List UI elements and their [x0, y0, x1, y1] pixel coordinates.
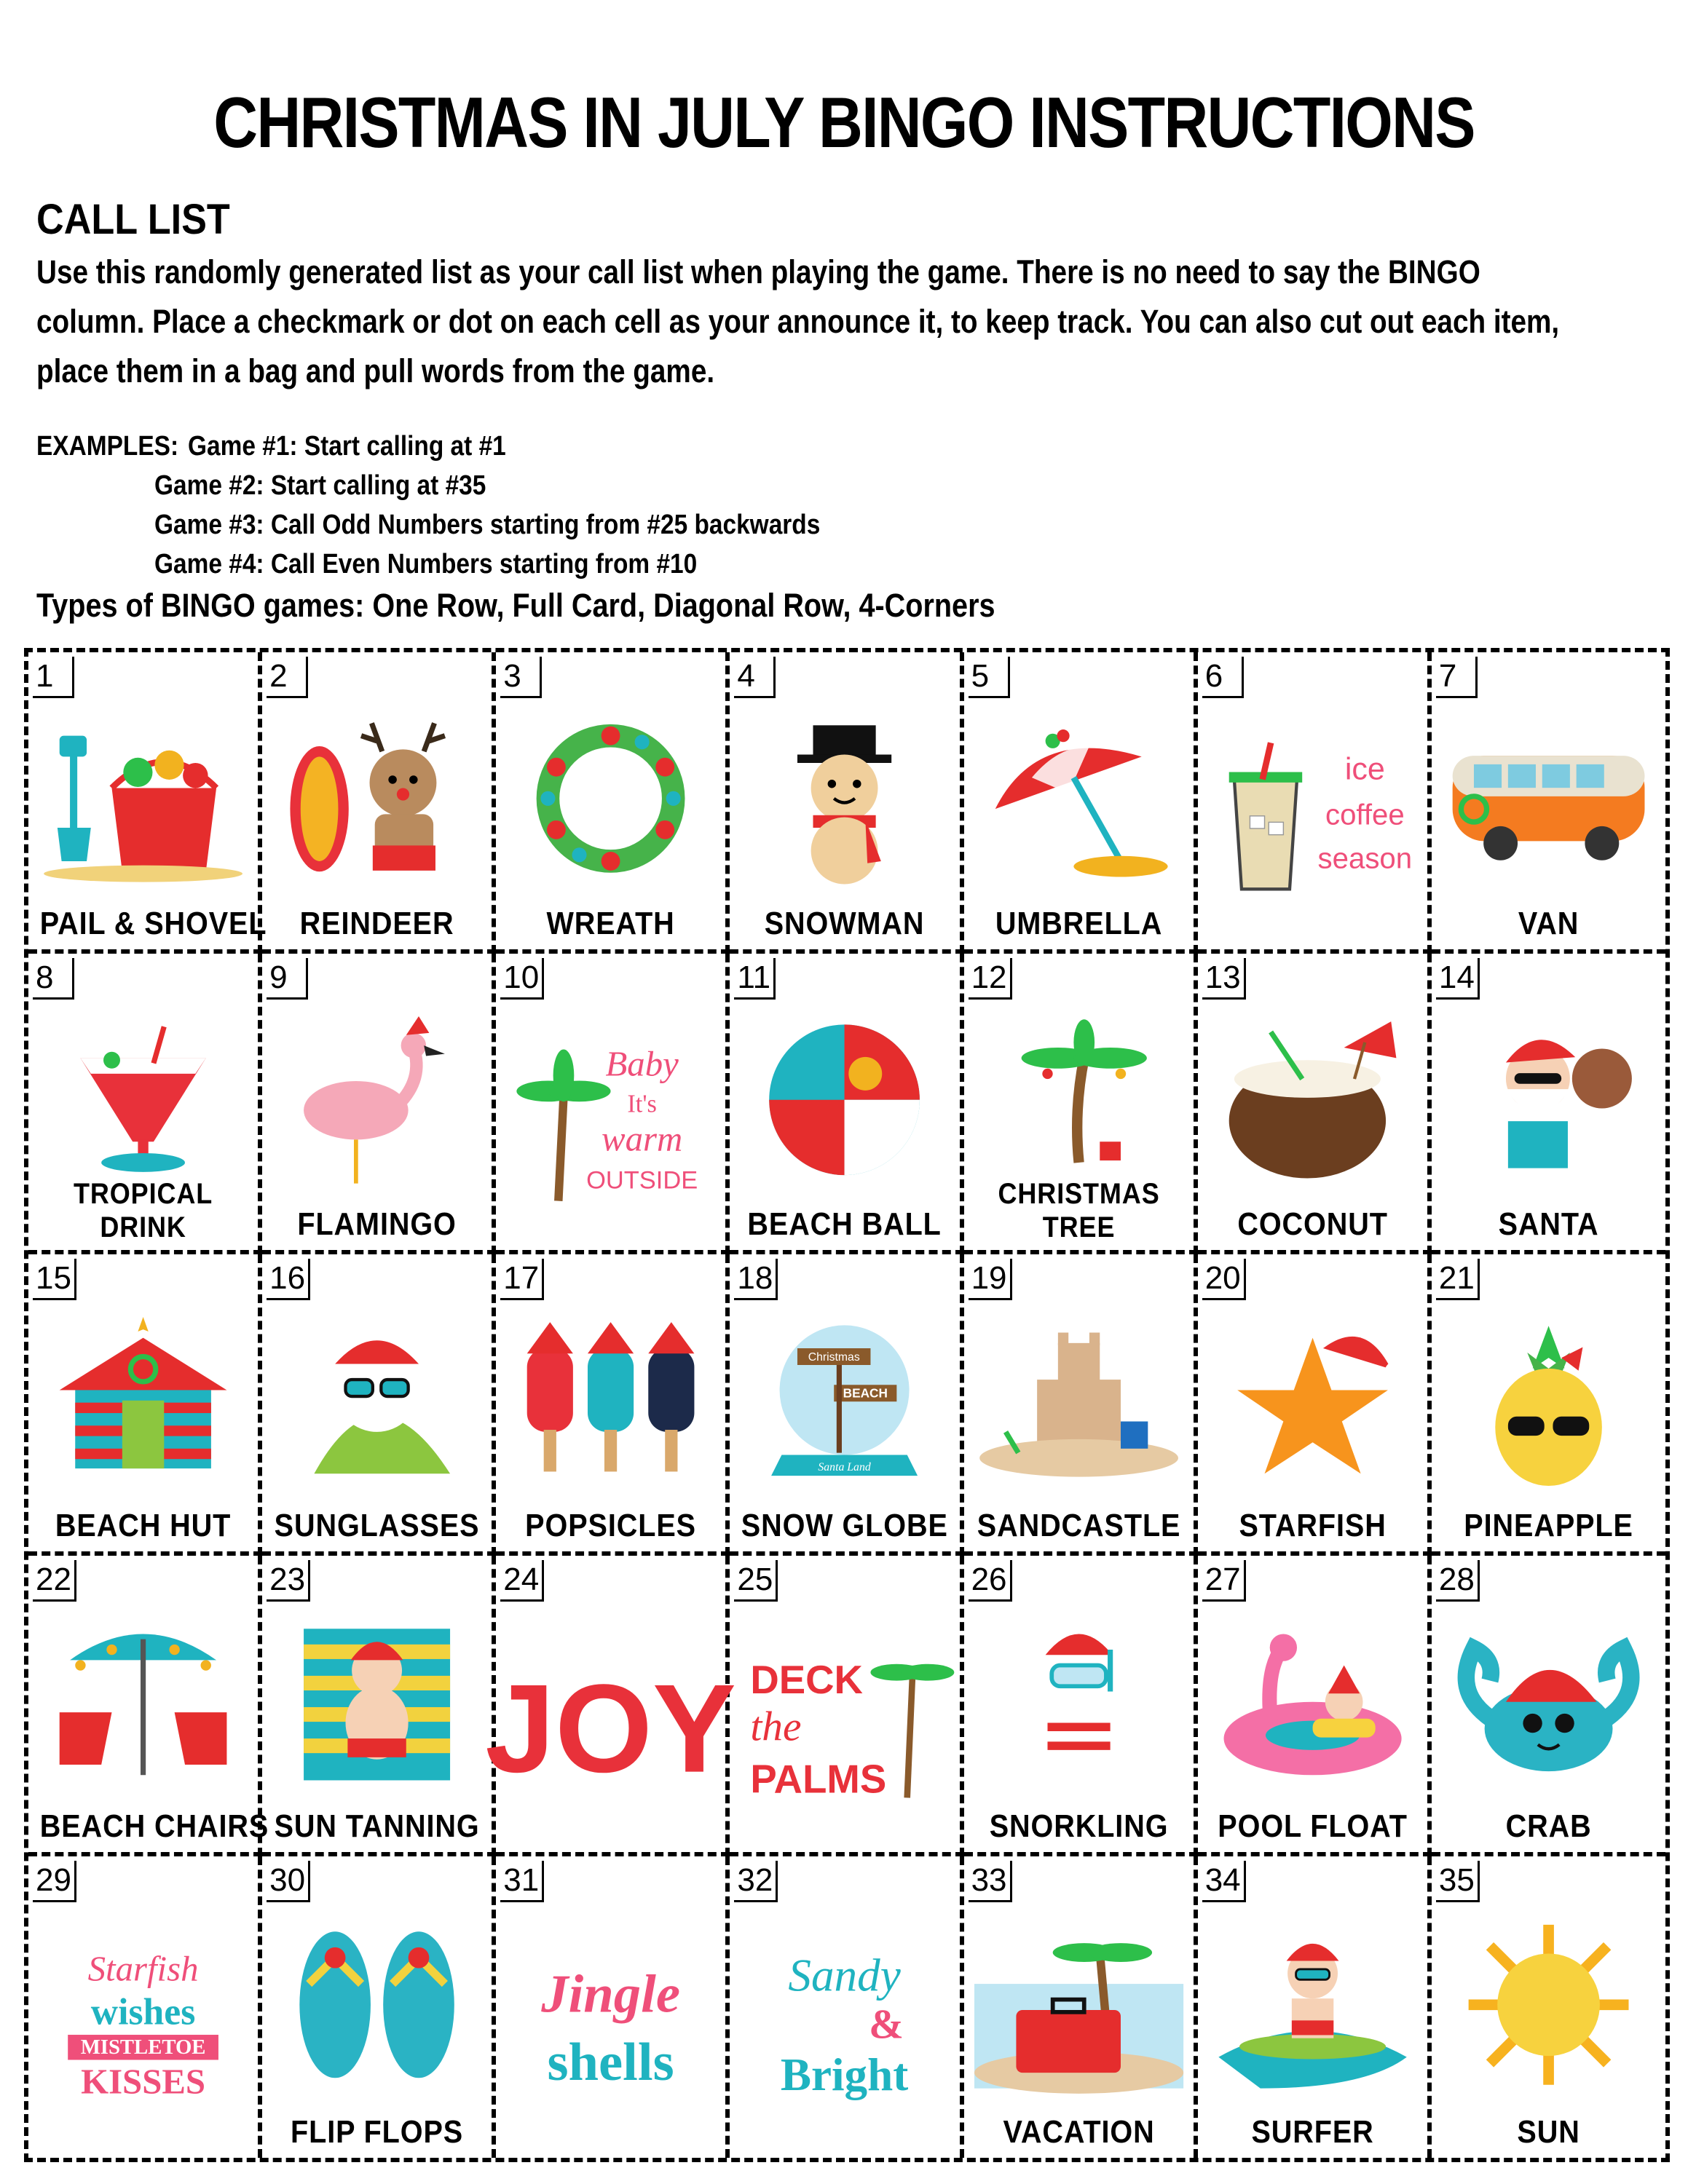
svg-text:KISSES: KISSES — [81, 2062, 206, 2102]
cell-label: COCONUT — [1237, 1206, 1388, 1243]
cell-number: 35 — [1436, 1861, 1480, 1902]
tropical-drink-icon — [39, 994, 248, 1206]
beach-hut-icon — [39, 1295, 248, 1506]
bingo-cell-9 — [262, 954, 496, 1255]
cell-number: 4 — [734, 657, 776, 698]
cell-number: 19 — [969, 1259, 1012, 1300]
cell-number: 3 — [500, 657, 542, 698]
cell-number: 6 — [1202, 657, 1244, 698]
example-game-1: Game #1: Start calling at #1 — [188, 431, 506, 462]
cell-label: SUNGLASSES — [274, 1507, 480, 1543]
bingo-cell-28 — [1432, 1556, 1665, 1857]
cell-number: 16 — [267, 1259, 310, 1300]
cell-number: 18 — [734, 1259, 778, 1300]
bingo-cell-13 — [1198, 954, 1432, 1255]
cell-label: SUN — [1517, 2114, 1580, 2150]
svg-text:season: season — [1317, 842, 1412, 875]
bingo-cell-29 — [28, 1856, 262, 2158]
cell-number: 14 — [1436, 958, 1480, 1000]
svg-text:Baby: Baby — [605, 1043, 679, 1083]
cell-label: TROPICAL DRINK — [73, 1178, 213, 1244]
sun-icon — [1442, 1897, 1655, 2113]
surfer-santa-icon — [1208, 1897, 1417, 2113]
svg-text:&: & — [869, 2001, 904, 2048]
cell-number: 1 — [33, 657, 74, 698]
snow-globe-icon — [740, 1295, 949, 1506]
cell-label: CHRISTMAS TREE — [998, 1178, 1160, 1244]
call-list-grid — [24, 648, 1670, 2162]
joy-art-text: JOY — [485, 1658, 737, 1799]
cell-number: 26 — [969, 1560, 1012, 1602]
bingo-game-types: Types of BINGO games: One Row, Full Card, Diagonal Row, 4-Corners — [36, 587, 995, 624]
cell-number: 7 — [1436, 657, 1478, 698]
examples-label: EXAMPLES: — [36, 431, 179, 462]
example-game-3: Game #3: Call Odd Numbers starting from #25 backwards — [154, 510, 821, 540]
sunglasses-santa-icon — [272, 1295, 481, 1506]
bingo-cell-20 — [1198, 1254, 1432, 1556]
cell-number: 20 — [1202, 1259, 1246, 1300]
globe-base-text: Santa Land — [818, 1461, 872, 1474]
palm-christmas-tree-icon — [974, 994, 1183, 1206]
cell-number: 29 — [33, 1861, 76, 1902]
svg-text:It's: It's — [627, 1090, 658, 1118]
bingo-cell-31 — [496, 1856, 730, 2158]
cell-label: FLIP FLOPS — [291, 2114, 464, 2150]
cell-number: 10 — [500, 958, 544, 1000]
starfish-wishes-icon — [39, 1897, 248, 2148]
beach-ball-icon — [740, 994, 949, 1206]
bingo-cell-23 — [262, 1556, 496, 1857]
baby-its-warm-art-text — [586, 1044, 698, 1194]
call-list-heading: CALL LIST — [36, 196, 230, 243]
cell-label: REINDEER — [299, 905, 454, 941]
bingo-cell-4 — [730, 652, 963, 954]
cell-number: 2 — [267, 657, 308, 698]
bingo-cell-5 — [964, 652, 1198, 954]
bingo-cell-14 — [1432, 954, 1665, 1255]
santa-icon — [1442, 994, 1655, 1206]
cell-label: BEACH BALL — [747, 1206, 942, 1243]
bingo-cell-10 — [496, 954, 730, 1255]
cell-number: 28 — [1436, 1560, 1480, 1602]
example-game-2: Game #2: Start calling at #35 — [154, 470, 486, 501]
ice-coffee-icon — [1208, 693, 1417, 939]
flamingo-icon — [272, 994, 481, 1206]
cell-label: VAN — [1518, 905, 1579, 941]
bingo-cell-26 — [964, 1556, 1198, 1857]
cell-number: 8 — [33, 958, 74, 1000]
cell-label: STARFISH — [1239, 1507, 1387, 1543]
cell-number: 30 — [267, 1861, 310, 1902]
bingo-cell-22 — [28, 1556, 269, 1857]
cell-label: VACATION — [1003, 2114, 1155, 2150]
cell-number: 17 — [500, 1259, 544, 1300]
cell-label: PAIL & SHOVEL — [39, 905, 267, 941]
vacation-icon — [974, 1897, 1183, 2113]
jingle-shells-icon — [506, 1897, 715, 2148]
globe-beach-text: BEACH — [843, 1385, 888, 1401]
svg-text:warm: warm — [602, 1119, 683, 1159]
bingo-cell-33 — [964, 1856, 1198, 2158]
cell-number: 32 — [734, 1861, 778, 1902]
cell-label: UMBRELLA — [995, 905, 1162, 941]
bingo-cell-35 — [1432, 1856, 1665, 2158]
coconut-icon — [1208, 994, 1417, 1206]
bingo-cell-27 — [1198, 1556, 1432, 1857]
page-title: CHRISTMAS IN JULY BINGO INSTRUCTIONS — [213, 82, 1475, 162]
bingo-cell-34 — [1198, 1856, 1432, 2158]
pail-shovel-icon — [39, 693, 248, 904]
wreath-icon — [506, 693, 715, 904]
reindeer-icon — [272, 693, 481, 904]
ice-coffee-art-text — [1317, 752, 1412, 875]
svg-text:MISTLETOE: MISTLETOE — [80, 2035, 206, 2060]
cell-label: SNOWMAN — [765, 905, 925, 941]
cell-number: 12 — [969, 958, 1012, 1000]
beach-chairs-icon — [39, 1597, 248, 1808]
svg-text:coffee: coffee — [1325, 798, 1405, 831]
cell-number: 21 — [1436, 1259, 1480, 1300]
globe-sign-text: Christmas — [808, 1351, 861, 1364]
bingo-cell-32 — [730, 1856, 963, 2158]
cell-label: BEACH CHAIRS — [39, 1808, 269, 1845]
cell-label: SURFER — [1251, 2114, 1374, 2150]
cell-label: POPSICLES — [525, 1507, 697, 1543]
cell-label: WREATH — [546, 905, 675, 941]
bingo-cell-21 — [1432, 1254, 1665, 1556]
cell-label: BEACH HUT — [55, 1507, 232, 1543]
cell-number: 34 — [1202, 1861, 1246, 1902]
bingo-cell-25 — [730, 1556, 963, 1857]
call-list-paragraph: Use this randomly generated list as your call list when playing the game. There is no need to say the BINGO column. Place a checkmark or dot on each cell as your announce it, to keep track. You can also cut out each item, place them in a bag and pull words from the game. — [36, 253, 1560, 389]
bingo-cell-11 — [730, 954, 963, 1255]
cell-label: CRAB — [1505, 1808, 1592, 1845]
svg-text:PALMS: PALMS — [750, 1757, 887, 1802]
cell-number: 5 — [969, 657, 1010, 698]
snorkling-santa-icon — [974, 1597, 1183, 1808]
snowman-icon — [740, 693, 949, 904]
crab-icon — [1442, 1597, 1655, 1808]
bingo-cell-3 — [496, 652, 730, 954]
svg-text:shells: shells — [547, 2032, 674, 2093]
svg-text:Sandy: Sandy — [788, 1950, 902, 2002]
cell-label: SNOW GLOBE — [741, 1507, 949, 1543]
starfish-icon — [1208, 1295, 1417, 1506]
bingo-cell-19 — [964, 1254, 1198, 1556]
svg-text:the: the — [750, 1704, 802, 1750]
cell-label: FLAMINGO — [297, 1206, 457, 1243]
popsicles-icon — [506, 1295, 715, 1506]
cell-number: 33 — [969, 1861, 1012, 1902]
bingo-cell-24 — [485, 1556, 737, 1857]
cell-number: 23 — [267, 1560, 310, 1602]
cell-number: 31 — [500, 1861, 544, 1902]
sandcastle-icon — [974, 1295, 1183, 1506]
cell-label: POOL FLOAT — [1218, 1808, 1408, 1845]
bingo-cell-8 — [28, 954, 262, 1255]
deck-the-palms-icon — [740, 1597, 949, 1843]
joy-icon — [485, 1597, 737, 1843]
cell-number: 27 — [1202, 1560, 1246, 1602]
bingo-cell-16 — [262, 1254, 496, 1556]
bingo-cell-15 — [28, 1254, 262, 1556]
bingo-cell-17 — [496, 1254, 730, 1556]
bingo-cell-1 — [28, 652, 267, 954]
cell-number: 13 — [1202, 958, 1246, 1000]
cell-label: SUN TANNING — [274, 1808, 480, 1845]
svg-text:Bright: Bright — [781, 2049, 909, 2101]
svg-text:ice: ice — [1344, 751, 1385, 787]
cell-number: 15 — [33, 1259, 76, 1300]
baby-its-warm-outside-icon — [506, 994, 715, 1241]
bingo-cell-30 — [262, 1856, 496, 2158]
bingo-cell-7 — [1432, 652, 1665, 954]
svg-text:DECK: DECK — [750, 1657, 864, 1702]
cell-number: 9 — [267, 958, 308, 1000]
cell-number: 11 — [734, 958, 776, 1000]
cell-number: 22 — [33, 1560, 76, 1602]
cell-label: SNORKLING — [989, 1808, 1168, 1845]
bingo-cell-18 — [730, 1254, 963, 1556]
pool-float-icon — [1208, 1597, 1417, 1808]
bingo-cell-2 — [262, 652, 496, 954]
umbrella-icon — [974, 693, 1183, 904]
svg-text:Starfish: Starfish — [87, 1949, 199, 1989]
sandy-bright-icon — [740, 1897, 949, 2148]
svg-text:Jingle: Jingle — [541, 1963, 681, 2025]
bingo-cell-6 — [1198, 652, 1432, 954]
cell-number: 24 — [500, 1560, 544, 1602]
cell-label: SANTA — [1498, 1206, 1599, 1243]
example-game-4: Game #4: Call Even Numbers starting from #10 — [154, 549, 698, 579]
svg-text:wishes: wishes — [90, 1992, 196, 2034]
svg-text:OUTSIDE: OUTSIDE — [586, 1166, 698, 1195]
sun-tanning-icon — [272, 1597, 481, 1808]
bingo-cell-12 — [964, 954, 1198, 1255]
cell-label: PINEAPPLE — [1464, 1507, 1633, 1543]
cell-number: 25 — [734, 1560, 778, 1602]
cell-label: SANDCASTLE — [977, 1507, 1180, 1543]
flip-flops-icon — [272, 1897, 481, 2113]
pineapple-icon — [1442, 1295, 1655, 1506]
van-icon — [1442, 693, 1655, 904]
